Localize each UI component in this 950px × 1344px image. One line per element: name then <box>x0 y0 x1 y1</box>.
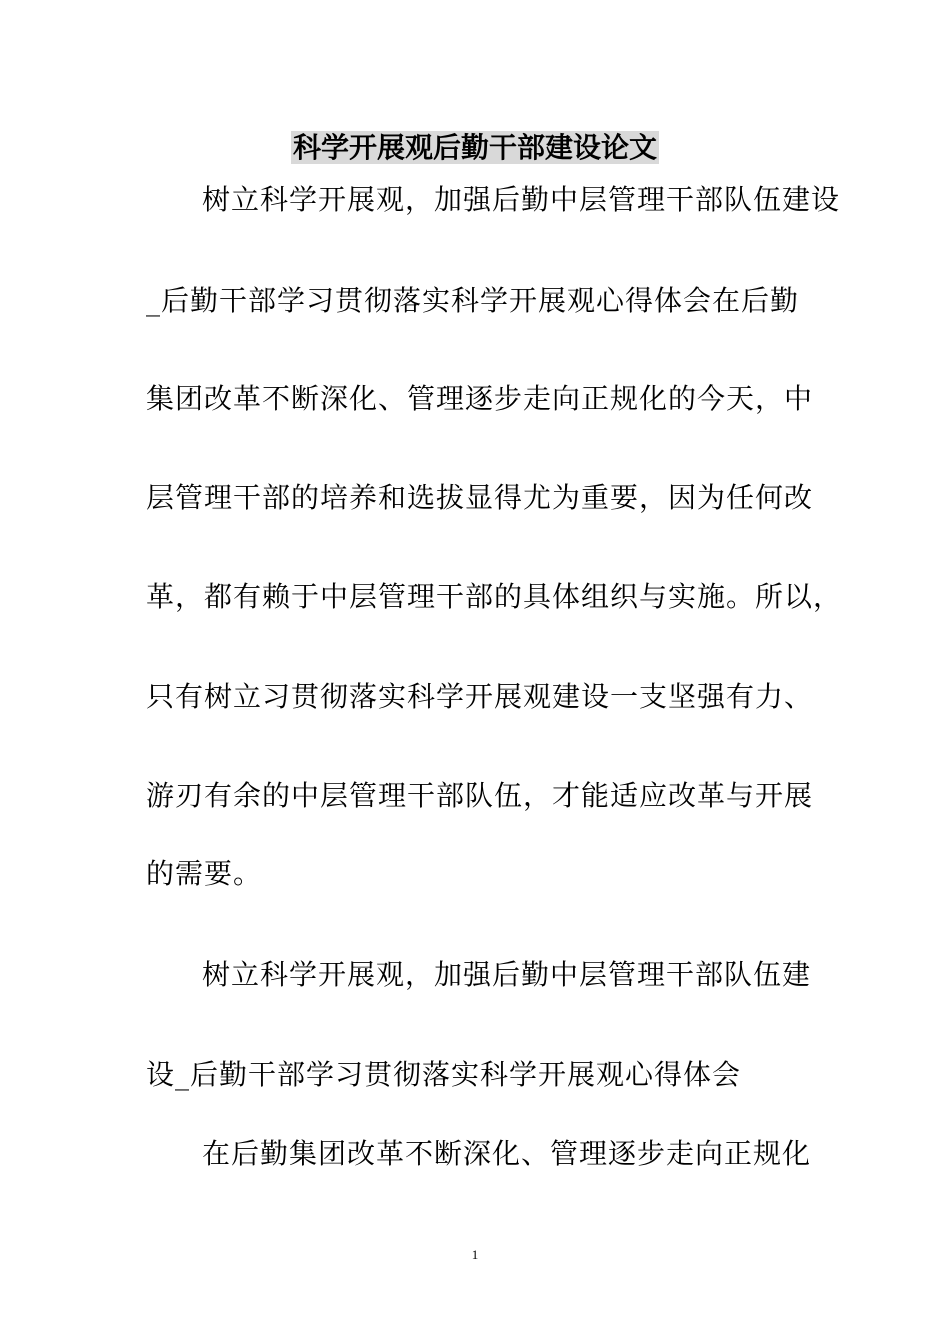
text-line: 设_后勤干部学习贯彻落实科学开展观心得体会 <box>146 1058 742 1091</box>
text-line: _后勤干部学习贯彻落实科学开展观心得体会在后勤 <box>146 284 800 317</box>
page-number: 1 <box>471 1247 479 1262</box>
text-line: 树立科学开展观，加强后勤中层管理干部队伍建设 <box>202 183 841 216</box>
text-line: 革，都有赖于中层管理干部的具体组织与实施。所以， <box>146 580 843 613</box>
text-line: 集团改革不断深化、管理逐步走向正规化的今天，中 <box>146 382 814 415</box>
text-line: 层管理干部的培养和选拔显得尤为重要，因为任何改 <box>146 481 814 514</box>
document-title <box>0 128 950 168</box>
text-line: 在后勤集团改革不断深化、管理逐步走向正规化 <box>202 1137 812 1170</box>
text-line: 游刃有余的中层管理干部队伍，才能适应改革与开展 <box>146 779 814 812</box>
document-title-text: 科学开展观后勤干部建设论文 <box>292 131 657 164</box>
text-line: 树立科学开展观，加强后勤中层管理干部队伍建 <box>202 958 812 991</box>
text-line: 只有树立习贯彻落实科学开展观建设一支坚强有力、 <box>146 680 814 713</box>
text-line: 的需要。 <box>146 857 263 890</box>
